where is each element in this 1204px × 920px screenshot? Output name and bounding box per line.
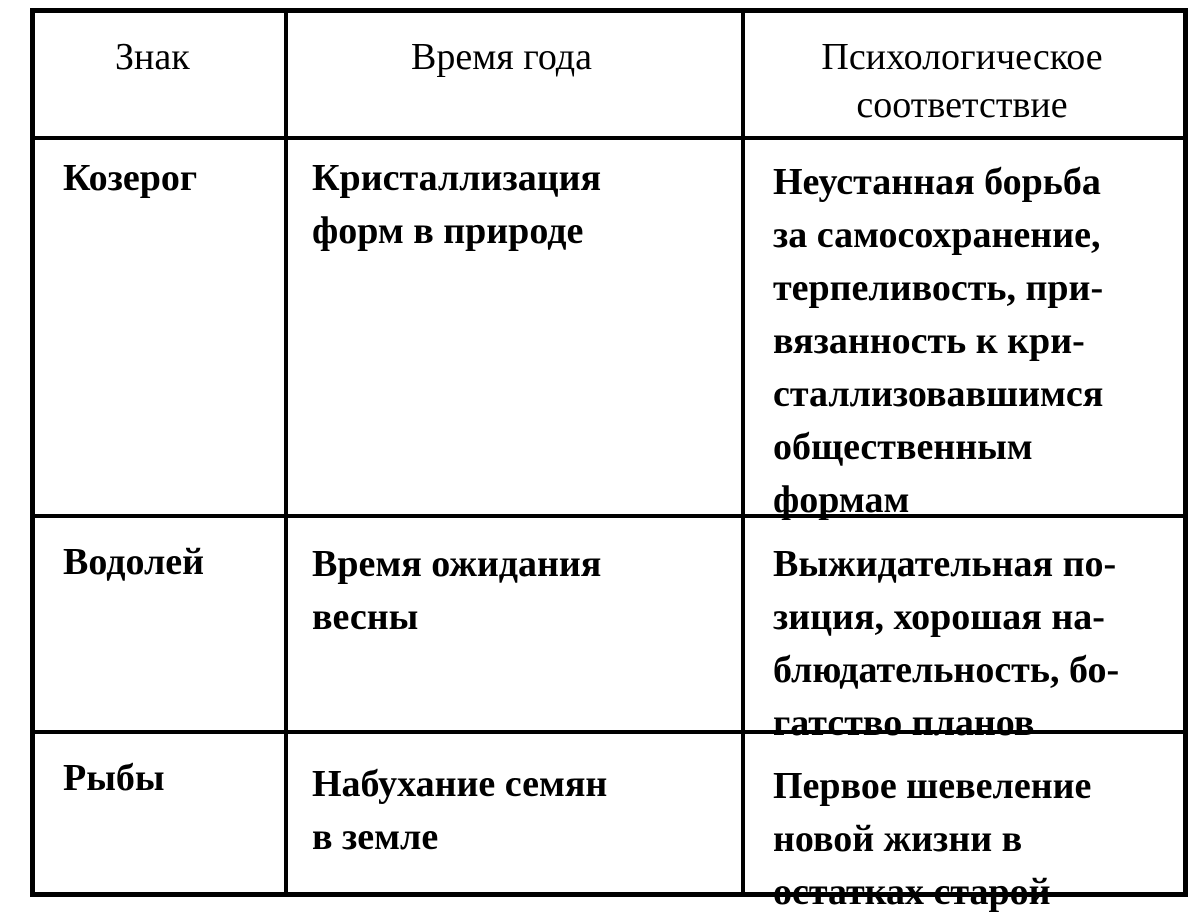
table-row	[35, 514, 1183, 744]
psych-line: за самосохранение,	[773, 214, 1101, 256]
table-row	[35, 730, 1183, 913]
psych-line: общественным	[773, 426, 1033, 468]
header-psych	[745, 13, 1183, 136]
psych-line: остатках старой	[773, 871, 1051, 913]
sign-label: Козерог	[63, 157, 198, 199]
sign-cell	[35, 734, 288, 892]
psych-line: Первое шевеление	[773, 765, 1092, 807]
header-sign	[35, 13, 288, 136]
season-cell	[288, 140, 745, 518]
psych-line: терпеливость, при-	[773, 267, 1104, 309]
psych-line: Неустанная борьба	[773, 161, 1101, 203]
header-sign-label: Знак	[115, 36, 190, 78]
psych-line: новой жизни в	[773, 818, 1023, 860]
header-season	[288, 13, 745, 136]
header-psych-line: соответствие	[856, 84, 1068, 126]
season-cell	[288, 734, 745, 892]
psych-cell	[745, 734, 1183, 913]
psych-cell	[745, 518, 1183, 744]
psych-line: вязанность к кри-	[773, 320, 1085, 362]
psych-cell	[745, 140, 1183, 521]
sign-cell	[35, 140, 288, 518]
season-line: форм в природе	[312, 210, 584, 252]
season-cell	[288, 518, 745, 734]
psych-line: формам	[773, 479, 910, 521]
zodiac-table	[30, 8, 1188, 913]
sign-label: Водолей	[63, 541, 205, 583]
psych-line: блюдательность, бо-	[773, 649, 1120, 691]
psych-line: зиция, хорошая на-	[773, 596, 1105, 638]
table-row	[35, 136, 1183, 521]
season-line: весны	[312, 596, 419, 638]
header-season-label: Время года	[411, 36, 592, 78]
psych-line: сталлизовавшимся	[773, 373, 1104, 415]
table-header-row	[35, 13, 1183, 136]
season-line: Время ожидания	[312, 543, 602, 585]
sign-label: Рыбы	[63, 757, 165, 799]
psych-line: Выжидательная по-	[773, 543, 1117, 585]
season-line: Кристаллизация	[312, 157, 602, 199]
psych-line: гатство планов	[773, 702, 1035, 744]
season-line: в земле	[312, 816, 439, 858]
header-psych-line: Психологическое	[821, 36, 1103, 78]
sign-cell	[35, 518, 288, 734]
season-line: Набухание семян	[312, 763, 608, 805]
